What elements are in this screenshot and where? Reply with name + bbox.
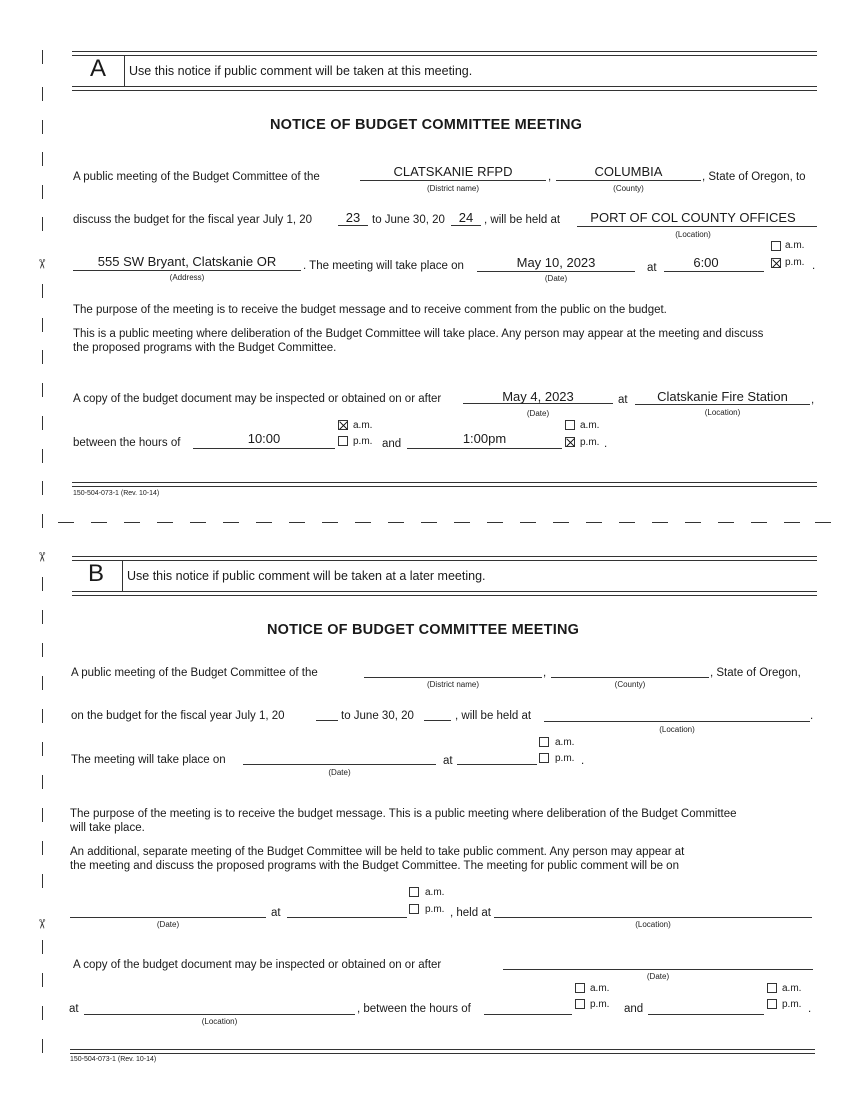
checkbox-label: p.m. bbox=[590, 999, 610, 1010]
cut-line-dash bbox=[58, 522, 74, 523]
cut-line-dash bbox=[685, 522, 701, 523]
cut-line-dash bbox=[322, 522, 338, 523]
copy-location-line[interactable] bbox=[84, 1014, 355, 1015]
paragraph-text: at bbox=[618, 394, 628, 406]
cut-line-dash bbox=[718, 522, 734, 523]
field-caption: (District name) bbox=[426, 184, 479, 193]
field-caption: (County) bbox=[613, 184, 644, 193]
cut-line-dash bbox=[256, 522, 272, 523]
paragraph-text: at bbox=[271, 907, 281, 919]
copy-date-line[interactable] bbox=[503, 969, 813, 970]
paragraph-text: A copy of the budget document may be inspected or obtained on or after bbox=[73, 959, 442, 971]
comma-text: , bbox=[543, 667, 547, 679]
margin-tick bbox=[42, 50, 43, 64]
pm-checkbox[interactable] bbox=[338, 436, 348, 446]
copy-location-line bbox=[635, 404, 810, 405]
paragraph-text: A copy of the budget document may be inspected or obtained on or after bbox=[73, 393, 442, 405]
pm-checkbox[interactable] bbox=[767, 999, 777, 1009]
margin-tick bbox=[42, 449, 43, 463]
paragraph-text: discuss the budget for the fiscal year July 1, 20 bbox=[73, 214, 313, 226]
paragraph-text: and bbox=[382, 438, 402, 450]
pm-checkbox-checked[interactable] bbox=[771, 258, 781, 268]
period-text: . bbox=[604, 438, 608, 450]
scissors-icon: ✂ bbox=[34, 258, 50, 270]
margin-tick bbox=[42, 742, 43, 756]
checkbox-label: p.m. bbox=[782, 999, 802, 1010]
field-caption: (County) bbox=[614, 680, 646, 689]
footer-rule bbox=[70, 1049, 815, 1054]
margin-tick bbox=[42, 87, 43, 101]
paragraph-text: at bbox=[647, 262, 657, 274]
scissors-icon: ✂ bbox=[34, 551, 50, 563]
location-line bbox=[577, 226, 817, 227]
date-line bbox=[477, 271, 635, 272]
hour-from-line bbox=[193, 448, 335, 449]
fy-start-line[interactable] bbox=[316, 720, 338, 721]
header-rule-top bbox=[72, 556, 817, 561]
margin-tick bbox=[42, 709, 43, 723]
am-checkbox-checked[interactable] bbox=[338, 420, 348, 430]
checkbox-label: a.m. bbox=[425, 887, 445, 898]
field-caption: (Date) bbox=[646, 972, 670, 981]
am-checkbox[interactable] bbox=[575, 983, 585, 993]
date-line[interactable] bbox=[243, 764, 436, 765]
checkbox-label: a.m. bbox=[782, 983, 802, 994]
checkbox-label: p.m. bbox=[580, 437, 600, 448]
section-instruction: Use this notice if public comment will be taken at this meeting. bbox=[129, 64, 473, 78]
am-checkbox[interactable] bbox=[565, 420, 575, 430]
paragraph-text: A public meeting of the Budget Committee of the bbox=[73, 171, 320, 183]
fy-end-line bbox=[451, 225, 481, 226]
cut-line-dash bbox=[784, 522, 800, 523]
paragraph-text: and bbox=[624, 1003, 644, 1015]
margin-tick bbox=[42, 874, 43, 888]
additional-meeting-text: An additional, separate meeting of the Budget Committee will be held to take public comment. Any person may appear at bbox=[70, 846, 685, 858]
paragraph-text: to June 30, 20 bbox=[372, 214, 445, 226]
cut-line-dash bbox=[388, 522, 404, 523]
period-text: . bbox=[812, 260, 816, 272]
pm-checkbox[interactable] bbox=[409, 904, 419, 914]
purpose-text: will take place. bbox=[70, 822, 145, 834]
margin-tick bbox=[42, 643, 43, 657]
location-field[interactable]: PORT OF COL COUNTY OFFICES bbox=[590, 210, 796, 225]
field-caption: (Location) bbox=[635, 920, 671, 929]
paragraph-text: , will be held at bbox=[484, 214, 561, 226]
margin-tick bbox=[42, 841, 43, 855]
cut-line-dash bbox=[289, 522, 305, 523]
fiscal-year-end-field[interactable]: 24 bbox=[458, 210, 474, 225]
field-caption: (Address) bbox=[169, 273, 205, 282]
fy-start-line bbox=[338, 225, 368, 226]
meeting-time-field[interactable]: 6:00 bbox=[693, 255, 719, 270]
paragraph-text: between the hours of bbox=[73, 437, 181, 449]
cut-line-dash bbox=[520, 522, 536, 523]
cut-line-dash bbox=[355, 522, 371, 523]
paragraph-text: , will be held at bbox=[455, 710, 532, 722]
paragraph-text: to June 30, 20 bbox=[341, 710, 414, 722]
cut-line-dash bbox=[157, 522, 173, 523]
district-name-line bbox=[360, 180, 546, 181]
comment-time-line[interactable] bbox=[287, 917, 407, 918]
public-meeting-text: the proposed programs with the Budget Committee. bbox=[73, 342, 337, 354]
purpose-text: The purpose of the meeting is to receive the budget message. This is a public meeting where deliberation of the Budget Committee bbox=[70, 808, 737, 820]
margin-tick bbox=[42, 416, 43, 430]
cut-line-dash bbox=[553, 522, 569, 523]
margin-tick bbox=[42, 610, 43, 624]
cut-line-dash bbox=[586, 522, 602, 523]
address-line bbox=[73, 270, 301, 271]
county-line[interactable] bbox=[551, 677, 709, 678]
margin-tick bbox=[42, 577, 43, 591]
paragraph-text: on the budget for the fiscal year July 1, 20 bbox=[71, 710, 285, 722]
time-line[interactable] bbox=[457, 764, 537, 765]
cut-line-dash bbox=[190, 522, 206, 523]
location-line[interactable] bbox=[544, 721, 810, 722]
checkbox-label: p.m. bbox=[555, 753, 575, 764]
margin-tick bbox=[42, 1006, 43, 1020]
margin-tick bbox=[42, 973, 43, 987]
field-caption: (Date) bbox=[156, 920, 180, 929]
margin-tick bbox=[42, 120, 43, 134]
paragraph-text: , held at bbox=[450, 907, 491, 919]
fiscal-year-start-field[interactable]: 23 bbox=[345, 210, 361, 225]
period-text: . bbox=[808, 1003, 812, 1015]
margin-tick bbox=[42, 284, 43, 298]
field-caption: (Location) bbox=[659, 725, 695, 734]
header-rule-bottom bbox=[72, 591, 817, 596]
comment-date-line[interactable] bbox=[70, 917, 266, 918]
margin-tick bbox=[42, 152, 43, 166]
district-name-field[interactable]: CLATSKANIE RFPD bbox=[393, 164, 513, 179]
district-name-line[interactable] bbox=[364, 677, 542, 678]
comment-location-line[interactable] bbox=[494, 917, 812, 918]
cut-line-dash bbox=[487, 522, 503, 523]
field-caption: (Date) bbox=[526, 409, 550, 418]
paragraph-text: , between the hours of bbox=[357, 1003, 471, 1015]
cut-line-dash bbox=[619, 522, 635, 523]
hour-to-line[interactable] bbox=[648, 1014, 764, 1015]
paragraph-text: The meeting will take place on bbox=[71, 754, 226, 766]
margin-tick bbox=[42, 514, 43, 528]
field-caption: (Location) bbox=[201, 1017, 238, 1026]
county-line bbox=[556, 180, 701, 181]
am-checkbox[interactable] bbox=[767, 983, 777, 993]
paragraph-text: A public meeting of the Budget Committee of the bbox=[71, 667, 318, 679]
margin-tick bbox=[42, 217, 43, 231]
additional-meeting-text: the meeting and discuss the proposed programs with the Budget Committee. The meeting for public comment will be on bbox=[70, 860, 679, 872]
checkbox-label: a.m. bbox=[555, 737, 575, 748]
am-checkbox[interactable] bbox=[539, 737, 549, 747]
form-number: 150-504-073-1 (Rev. 10-14) bbox=[73, 490, 160, 497]
field-caption: (Date) bbox=[544, 274, 568, 283]
scissors-icon: ✂ bbox=[34, 918, 50, 930]
paragraph-text: at bbox=[443, 755, 453, 767]
field-caption: (District name) bbox=[426, 680, 479, 689]
cut-line-dash bbox=[751, 522, 767, 523]
comma-text: , bbox=[811, 394, 815, 406]
checkbox-label: a.m. bbox=[353, 420, 373, 431]
checkbox-label: p.m. bbox=[785, 257, 805, 268]
margin-tick bbox=[42, 940, 43, 954]
time-line bbox=[664, 271, 764, 272]
section-instruction: Use this notice if public comment will be taken at a later meeting. bbox=[127, 569, 486, 583]
checkbox-label: a.m. bbox=[590, 983, 610, 994]
field-caption: (Location) bbox=[704, 408, 741, 417]
pm-checkbox[interactable] bbox=[539, 753, 549, 763]
period-text: . bbox=[581, 755, 585, 767]
form-number: 150-504-073-1 (Rev. 10-14) bbox=[70, 1056, 157, 1063]
field-caption: (Date) bbox=[328, 768, 351, 777]
margin-tick bbox=[42, 318, 43, 332]
hour-to-line bbox=[407, 448, 562, 449]
cut-line-dash bbox=[223, 522, 239, 523]
paragraph-text: , State of Oregon, to bbox=[702, 171, 806, 183]
hour-to-field[interactable]: 1:00pm bbox=[462, 431, 507, 446]
public-meeting-text: This is a public meeting where deliberation of the Budget Committee will take place. Any person may appear at the meeting and discuss bbox=[73, 328, 764, 340]
margin-tick bbox=[42, 350, 43, 364]
pm-checkbox[interactable] bbox=[575, 999, 585, 1009]
fy-end-line[interactable] bbox=[424, 720, 451, 721]
section-letter: B bbox=[88, 560, 105, 587]
period-text: . bbox=[810, 710, 814, 722]
field-caption: (Location) bbox=[675, 230, 711, 239]
margin-tick bbox=[42, 676, 43, 690]
cut-line-dash bbox=[815, 522, 831, 523]
hour-from-field[interactable]: 10:00 bbox=[247, 431, 281, 446]
margin-tick bbox=[42, 185, 43, 199]
margin-tick bbox=[42, 1039, 43, 1053]
cut-line-dash bbox=[91, 522, 107, 523]
meeting-date-field[interactable]: May 10, 2023 bbox=[516, 255, 596, 270]
address-field[interactable]: 555 SW Bryant, Clatskanie OR bbox=[97, 254, 277, 269]
am-checkbox[interactable] bbox=[409, 887, 419, 897]
paragraph-text: at bbox=[69, 1003, 79, 1015]
cut-line-dash bbox=[454, 522, 470, 523]
header-rule-top bbox=[72, 51, 817, 56]
checkbox-label: a.m. bbox=[785, 240, 805, 251]
checkbox-label: p.m. bbox=[353, 436, 373, 447]
paragraph-text: , State of Oregon, bbox=[710, 667, 801, 679]
checkbox-label: p.m. bbox=[425, 904, 445, 915]
pm-checkbox-checked[interactable] bbox=[565, 437, 575, 447]
footer-rule bbox=[72, 482, 817, 487]
copy-location-field[interactable]: Clatskanie Fire Station bbox=[657, 389, 788, 404]
section-letter: A bbox=[90, 55, 107, 82]
comma-text: , bbox=[548, 171, 552, 183]
hour-from-line[interactable] bbox=[484, 1014, 572, 1015]
notice-heading: NOTICE OF BUDGET COMMITTEE MEETING bbox=[270, 117, 583, 133]
cut-line-dash bbox=[421, 522, 437, 523]
margin-tick bbox=[42, 775, 43, 789]
paragraph-text: . The meeting will take place on bbox=[303, 260, 464, 272]
header-rule-bottom bbox=[72, 86, 817, 91]
margin-tick bbox=[42, 383, 43, 397]
purpose-text: The purpose of the meeting is to receive the budget message and to receive comment from the public on the budget. bbox=[73, 304, 667, 316]
am-checkbox[interactable] bbox=[771, 241, 781, 251]
cut-line-dash bbox=[652, 522, 668, 523]
checkbox-label: a.m. bbox=[580, 420, 600, 431]
margin-tick bbox=[42, 808, 43, 822]
county-field[interactable]: COLUMBIA bbox=[594, 164, 663, 179]
cut-line-dash bbox=[124, 522, 140, 523]
margin-tick bbox=[42, 481, 43, 495]
notice-heading: NOTICE OF BUDGET COMMITTEE MEETING bbox=[267, 622, 580, 638]
copy-date-field[interactable]: May 4, 2023 bbox=[502, 389, 574, 404]
